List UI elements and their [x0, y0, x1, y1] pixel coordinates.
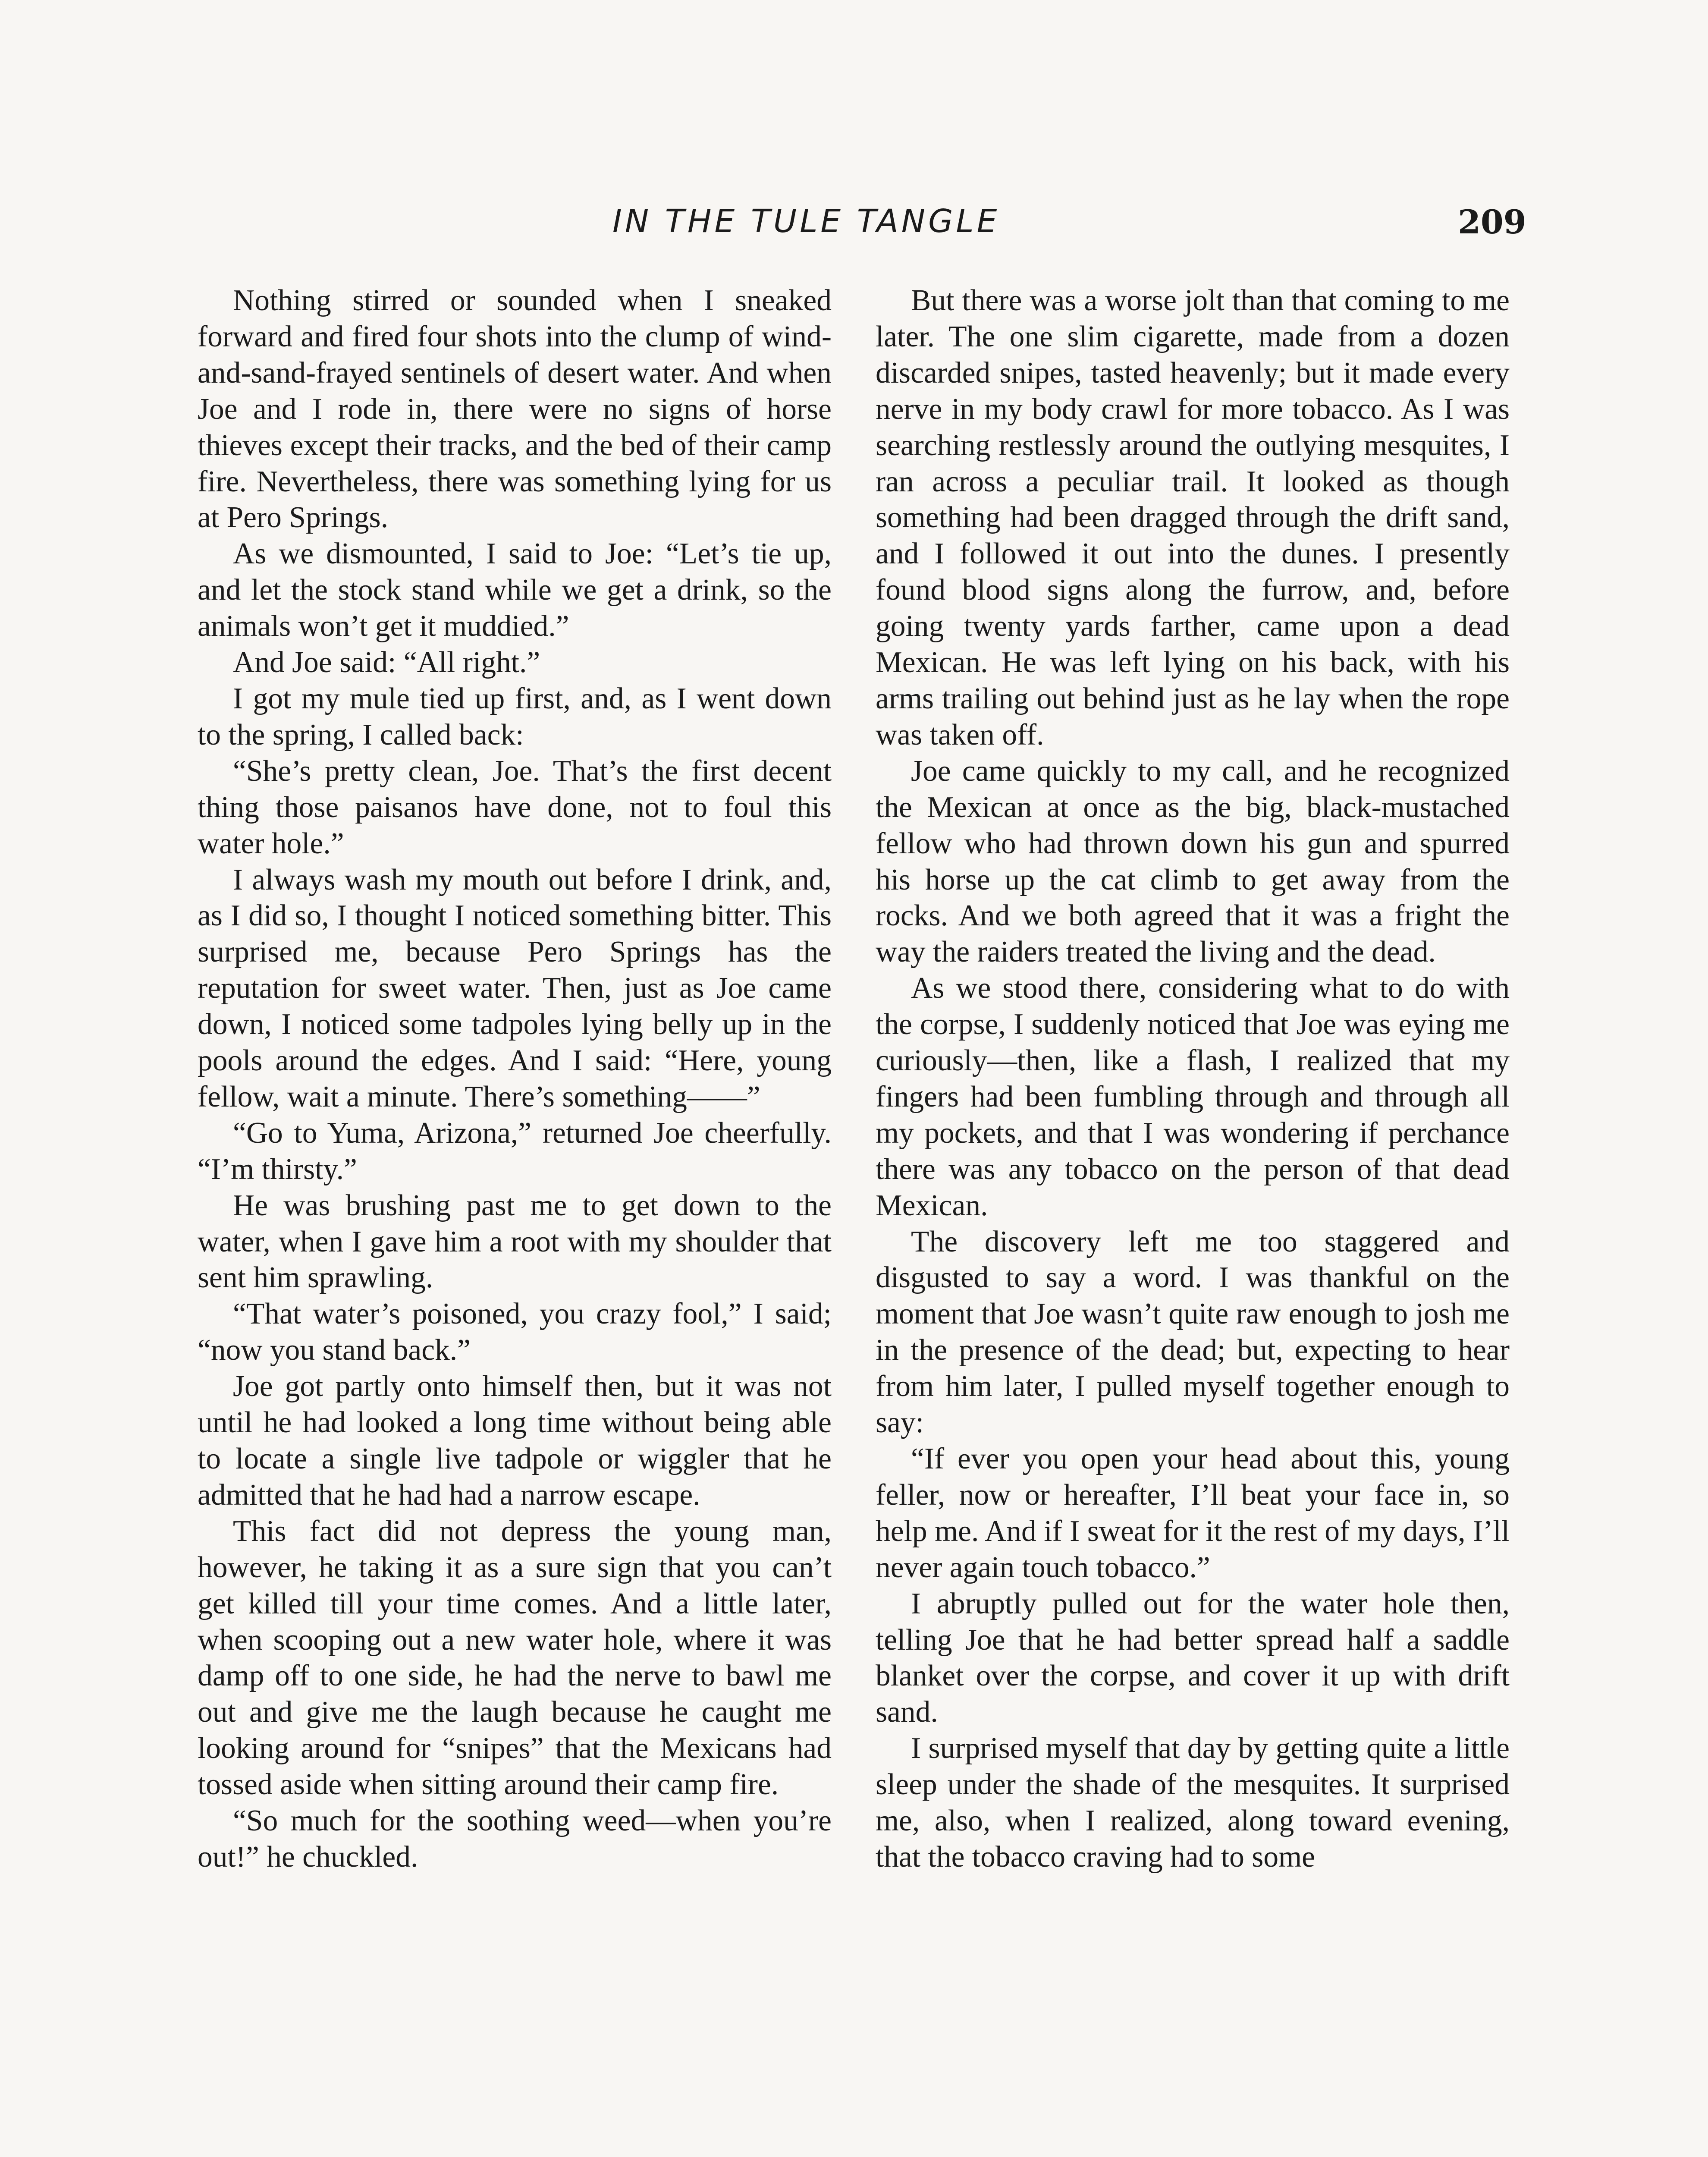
paragraph: As we dismounted, I said to Joe: “Let’s tie up, and let the stock stand while we get a drink, so the animals won’t get it muddied.”: [198, 537, 832, 643]
paragraph: “Go to Yuma, Arizona,” returned Joe cheerfully. “I’m thirsty.”: [198, 1116, 832, 1186]
paragraph: Joe got partly onto himself then, but it was not until he had looked a long time without being able to locate a single live tadpole or wiggler that he admitted that he had had a narrow escape.: [198, 1370, 832, 1512]
paragraph: As we stood there, considering what to do with the corpse, I suddenly noticed that Joe was eying me curiously—then, like a flash, I realized that my fingers had been fumbling through and through all my pockets, and that I was wondering if perchance there was any tobacco on the person of that dead Mexican.: [876, 972, 1510, 1222]
paragraph: “She’s pretty clean, Joe. That’s the first decent thing those paisanos have done, not to foul this water hole.”: [198, 754, 832, 860]
page-number: 209: [1458, 203, 1526, 241]
paragraph: I surprised myself that day by getting quite a little sleep under the shade of the mesquites. It surprised me, also, when I realized, along toward evening, that the tobacco craving had to some: [876, 1732, 1510, 1874]
paragraph: “So much for the soothing weed—when you’re out!” he chuckled.: [198, 1804, 832, 1874]
paragraph: Joe came quickly to my call, and he recognized the Mexican at once as the big, black-mustached fellow who had thrown down his gun and spurred his horse up the cat climb to get away from the rocks. And we both agreed that it was a fright the way the raiders treated the living and the dead.: [876, 754, 1510, 969]
paragraph: “If ever you open your head about this, young feller, now or hereafter, I’ll beat your face in, so help me. And if I sweat for it the rest of my days, I’ll never again touch tobacco.”: [876, 1442, 1510, 1584]
paragraph: I always wash my mouth out before I drink, and, as I did so, I thought I noticed something bitter. This surprised me, because Pero Springs has the reputation for sweet water. Then, just as Joe came down, I noticed some tadpoles lying belly up in the pools around the edges. And I said: “Here, young fellow, wait a minute. There’s something——”: [198, 863, 832, 1113]
paragraph: And Joe said: “All right.”: [233, 646, 540, 679]
paragraph: Nothing stirred or sounded when I sneaked forward and fired four shots into the clump of wind-and-sand-frayed sentinels of desert water. And when Joe and I rode in, there were no signs of horse thieves except their tracks, and the bed of their camp fire. Nevertheless, there was something lying for us at Pero Springs.: [198, 284, 832, 535]
paragraph: I abruptly pulled out for the water hole then, telling Joe that he had better spread half a saddle blanket over the corpse, and cover it up with drift sand.: [876, 1587, 1510, 1729]
paragraph: “That water’s poisoned, you crazy fool,” I said; “now you stand back.”: [198, 1297, 832, 1367]
left-column: [198, 283, 832, 1875]
paragraph: But there was a worse jolt than that coming to me later. The one slim cigarette, made from a dozen discarded snipes, tasted heavenly; but it made every nerve in my body crawl for more tobacco. As I was searching restlessly around the outlying mesquites, I ran across a peculiar trail. It looked as though something had been dragged through the drift sand, and I followed it out into the dunes. I presently found blood signs along the furrow, and, before going twenty yards farther, came upon a dead Mexican. He was left lying on his back, with his arms trailing out behind just as he lay when the rope was taken off.: [876, 284, 1510, 751]
running-title: IN THE TULE TANGLE: [612, 203, 1000, 240]
paragraph: The discovery left me too staggered and disgusted to say a word. I was thankful on the moment that Joe wasn’t quite raw enough to josh me in the presence of the dead; but, expecting to hear from him later, I pulled myself together enough to say:: [876, 1225, 1510, 1440]
paragraph: This fact did not depress the young man, however, he taking it as a sure sign that you can’t get killed till your time comes. And a little later, when scooping out a new water hole, where it was damp off to one side, he had the nerve to bawl me out and give me the laugh because he caught me looking around for “snipes” that the Mexicans had tossed aside when sitting around their camp fire.: [198, 1514, 832, 1802]
right-column: [876, 283, 1510, 1875]
paragraph: I got my mule tied up first, and, as I went down to the spring, I called back:: [198, 682, 832, 751]
paragraph: He was brushing past me to get down to the water, when I gave him a root with my shoulder that sent him sprawling.: [198, 1189, 832, 1295]
